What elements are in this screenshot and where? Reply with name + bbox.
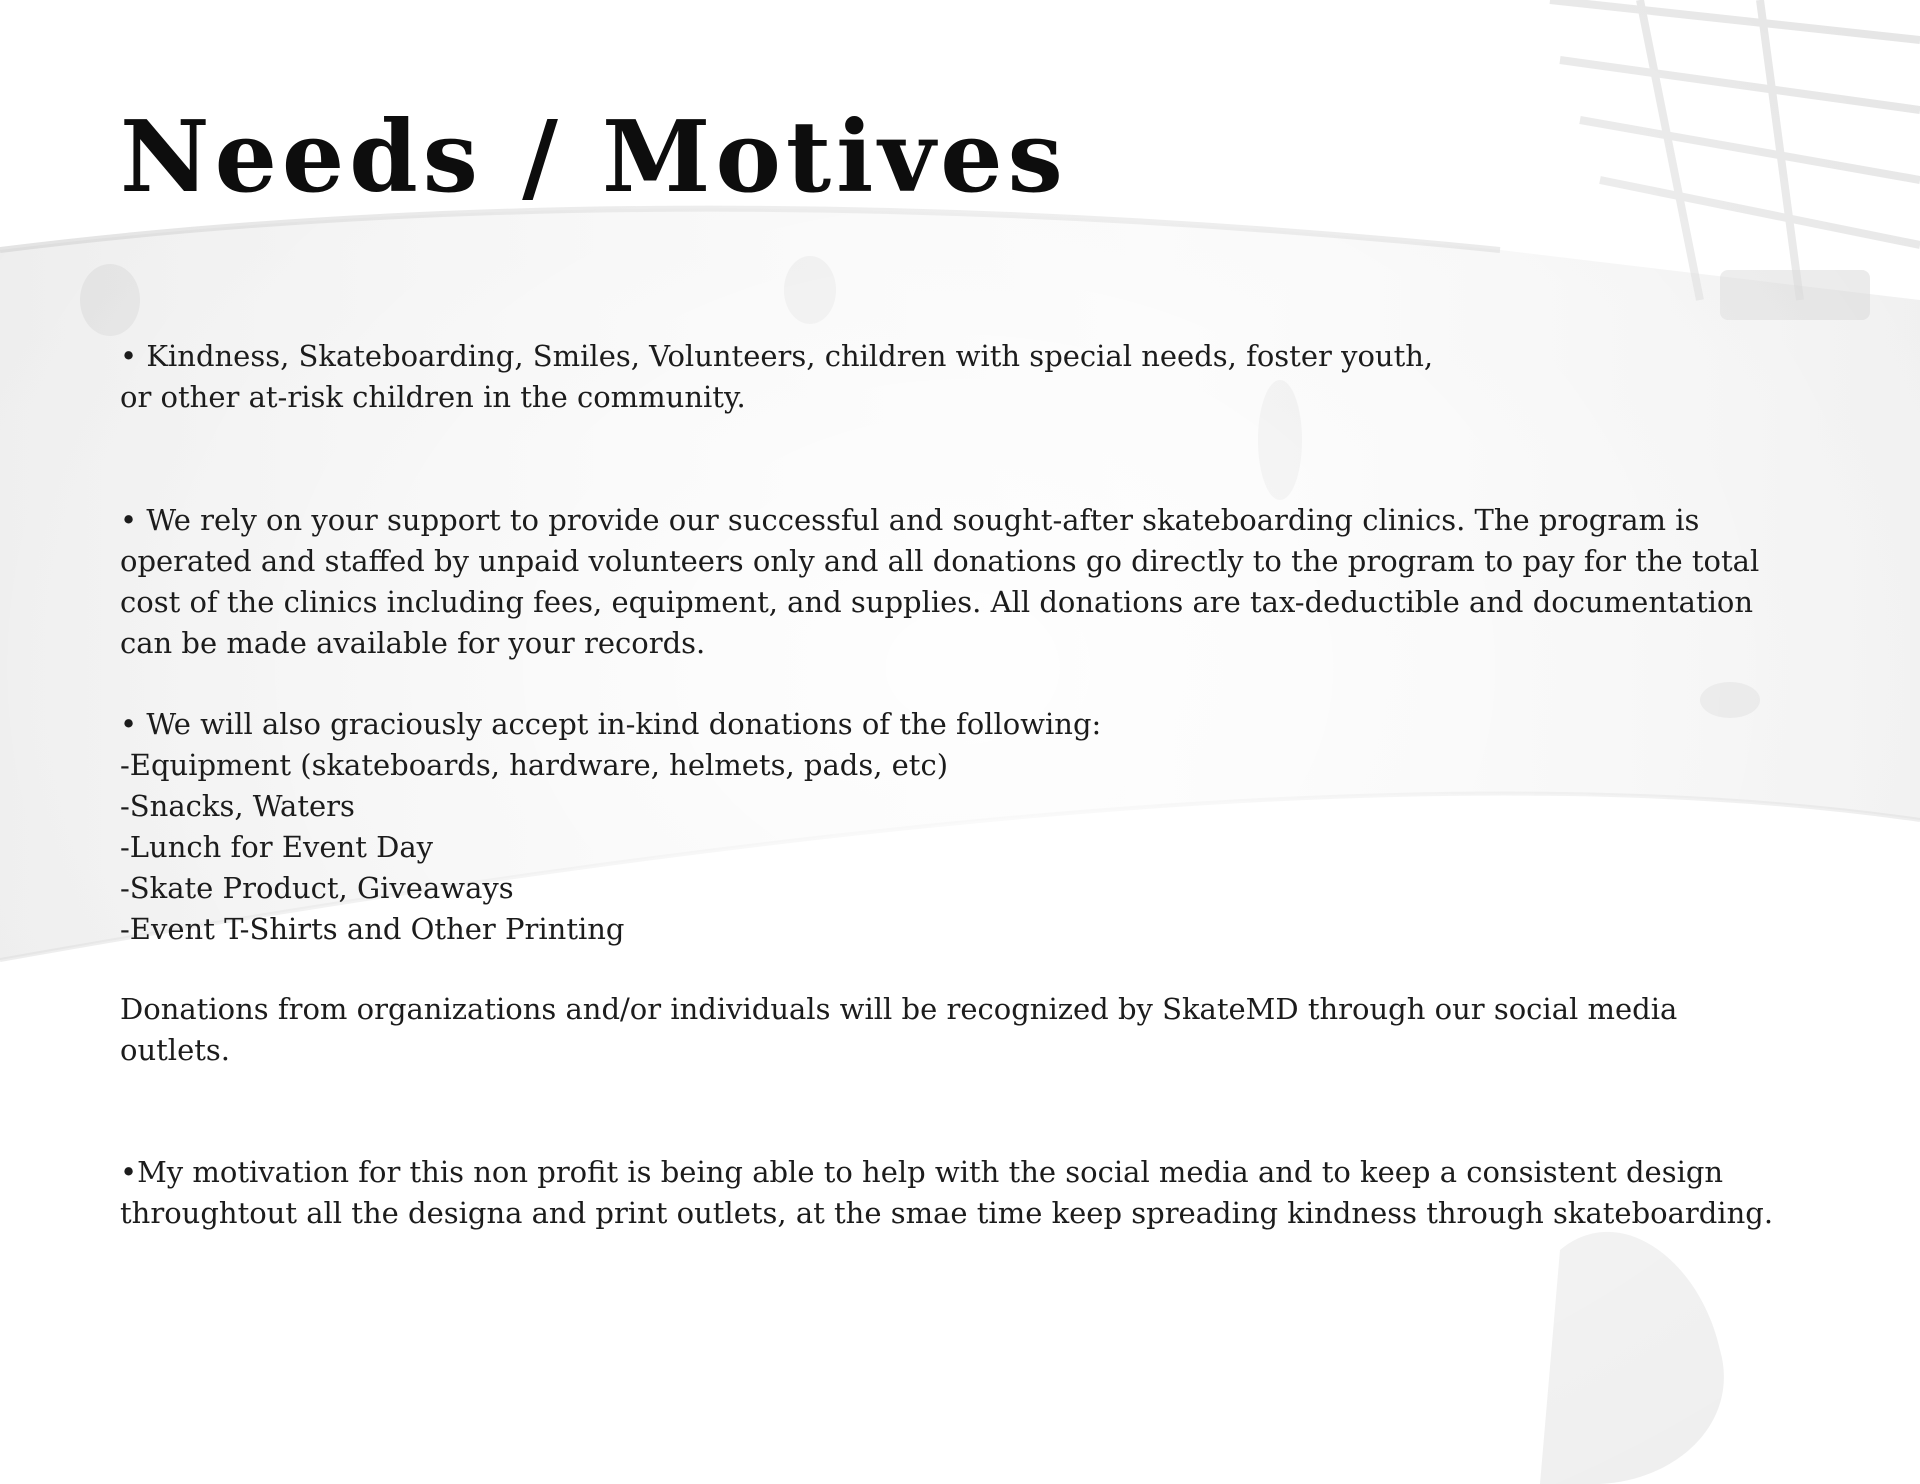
list-item: -Skate Product, Giveaways [120,871,514,905]
text-line: •My motivation for this non profit is being able to help with the social media and to keep a consistent design [120,1155,1724,1189]
list-item: -Lunch for Event Day [120,830,434,864]
text-line: throughtout all the designa and print outlets, at the smae time keep spreading kindness through skateboarding. [120,1196,1774,1230]
paragraph-motivation [120,1152,1773,1234]
list-item: -Event T-Shirts and Other Printing [120,912,625,946]
text-line: • Kindness, Skateboarding, Smiles, Volunteers, children with special needs, foster youth, [120,339,1434,373]
text-line: Donations from organizations and/or individuals will be recognized by SkateMD through our social media [120,992,1678,1026]
paragraph-in-kind-donations [120,704,1101,950]
paragraph-recognition [120,989,1677,1071]
text-line: can be made available for your records. [120,626,706,660]
text-line: or other at-risk children in the community. [120,380,746,414]
paragraph-keywords [120,336,1433,418]
text-line: cost of the clinics including fees, equipment, and supplies. All donations are tax-deductible and documentation [120,585,1754,619]
page-title: Needs / Motives [120,100,1068,215]
text-line: • We rely on your support to provide our successful and sought-after skateboarding clinics. The program is [120,503,1700,537]
list-item: -Equipment (skateboards, hardware, helmets, pads, etc) [120,748,949,782]
text-line: • We will also graciously accept in-kind donations of the following: [120,707,1102,741]
text-line: outlets. [120,1033,230,1067]
text-line: operated and staffed by unpaid volunteers only and all donations go directly to the program to pay for the total [120,544,1760,578]
paragraph-support [120,500,1759,664]
list-item: -Snacks, Waters [120,789,355,823]
